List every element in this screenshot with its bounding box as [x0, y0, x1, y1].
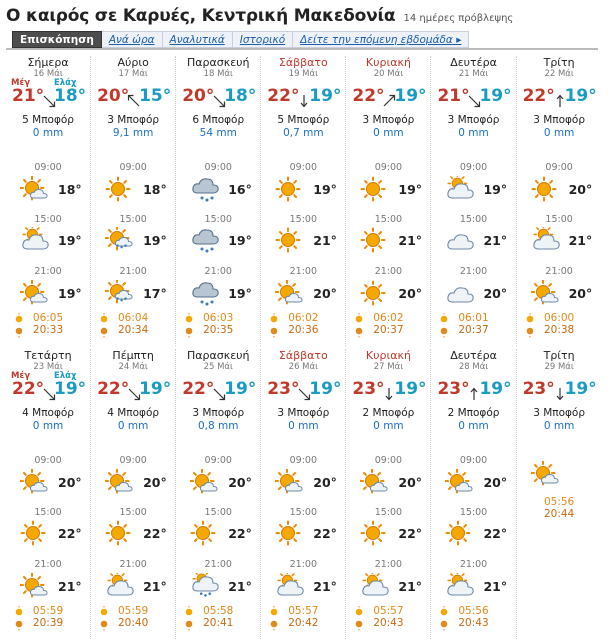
page-header	[6, 6, 513, 26]
slot-time: 15:00	[119, 507, 147, 518]
min-temp: 19°	[564, 379, 597, 399]
wind-speed: 3 Μποφόρ	[447, 114, 500, 126]
slot-time: 21:00	[34, 266, 62, 277]
min-temp: 18°	[54, 86, 87, 106]
slot-time: 09:00	[374, 455, 403, 466]
slot-temp: 20°	[568, 286, 593, 301]
sunrise-time: 06:03	[203, 312, 234, 324]
day-date: 28 Μάι	[458, 362, 489, 372]
slot-temp: 19°	[143, 233, 167, 248]
slot-temp: 18°	[143, 182, 167, 197]
slot-time: 09:00	[34, 162, 62, 173]
cloud-sun-icon	[445, 573, 475, 599]
day-column[interactable]	[517, 349, 602, 639]
cloud-sun-icon	[531, 227, 561, 253]
sunrise-time: 05:56	[458, 605, 489, 617]
sun-icon	[105, 176, 135, 202]
slot-temp: 22°	[143, 526, 167, 541]
slot-temp: 21°	[143, 579, 167, 594]
sun-cloud-icon	[531, 280, 561, 306]
slot-temp: 21°	[313, 579, 337, 594]
tab-detailed[interactable]: Αναλυτικά	[163, 31, 233, 48]
sun-icon	[445, 520, 475, 546]
min-temp: 19°	[309, 379, 342, 399]
slot-time: 21:00	[459, 266, 488, 277]
day-column[interactable]	[176, 349, 261, 639]
slot-time: 21:00	[119, 559, 147, 570]
max-temp: 20°	[97, 86, 130, 106]
day-column[interactable]	[346, 56, 431, 346]
tab-overview[interactable]: Επισκόπηση	[12, 31, 102, 48]
day-name: Δευτέρα	[450, 349, 497, 362]
sun-cloud-icon	[275, 469, 305, 495]
slot-time: 21:00	[374, 266, 403, 277]
slot-time: 09:00	[459, 455, 488, 466]
slot-temp: 20°	[483, 286, 508, 301]
day-column[interactable]	[346, 349, 431, 639]
cloud-sun-icon	[445, 176, 475, 202]
slot-temp: 21°	[398, 233, 423, 248]
slot-time: 09:00	[204, 162, 232, 173]
sun-icon	[360, 176, 390, 202]
wind-direction-arrow-icon	[297, 93, 311, 107]
sun-cloud-icon	[531, 461, 561, 487]
day-column[interactable]	[261, 56, 346, 346]
min-label: Ελάχ	[54, 371, 77, 381]
sunset-time: 20:37	[458, 324, 489, 336]
min-temp: 19°	[394, 379, 427, 399]
max-temp: 21°	[12, 86, 45, 106]
slot-time: 09:00	[289, 162, 318, 173]
wind-speed: 2 Μποφόρ	[447, 407, 500, 419]
sun-rain-icon	[105, 280, 135, 306]
day-name: Τρίτη	[543, 349, 575, 362]
precipitation: 0 mm	[117, 420, 149, 432]
cloud-icon	[445, 227, 475, 253]
sunset-time: 20:34	[118, 324, 149, 336]
precipitation: 0 mm	[373, 127, 404, 139]
slot-time: 15:00	[34, 214, 62, 225]
day-column[interactable]	[6, 349, 91, 639]
sun-icon	[360, 520, 390, 546]
day-name: Σήμερα	[27, 56, 69, 69]
day-date: 21 Μάι	[458, 69, 489, 79]
slot-temp: 22°	[483, 526, 508, 541]
day-column[interactable]	[431, 56, 516, 346]
min-temp: 19°	[479, 379, 512, 399]
precipitation: 9,1 mm	[112, 127, 154, 139]
min-temp: 19°	[139, 379, 172, 399]
sunrise-time: 05:59	[32, 605, 64, 617]
sunrise-time: 05:59	[118, 605, 149, 617]
day-name: Κυριακή	[365, 56, 411, 69]
sun-icon	[275, 227, 305, 253]
wind-direction-arrow-icon	[467, 386, 481, 400]
day-name: Παρασκευή	[186, 349, 250, 362]
precipitation: 0,8 mm	[197, 420, 239, 432]
wind-speed: 3 Μποφόρ	[533, 407, 586, 419]
wind-direction-arrow-icon	[297, 386, 311, 400]
max-temp: 22°	[182, 379, 215, 399]
cloud-sun-icon	[275, 573, 305, 599]
day-column[interactable]	[261, 349, 346, 639]
slot-time: 21:00	[204, 266, 232, 277]
slot-time: 21:00	[545, 266, 573, 277]
wind-direction-arrow-icon	[127, 386, 141, 400]
slot-temp: 20°	[313, 475, 337, 490]
week-row-2	[6, 349, 602, 639]
sunrise-time: 05:56	[543, 496, 575, 508]
wind-direction-arrow-icon	[467, 93, 481, 107]
slot-temp: 19°	[313, 182, 337, 197]
min-temp: 19°	[309, 86, 342, 106]
wind-speed: 3 Μποφόρ	[107, 114, 160, 126]
slot-temp: 19°	[58, 233, 82, 248]
day-date: 19 Μάι	[288, 69, 318, 79]
day-date: 25 Μάι	[203, 362, 233, 372]
sunrise-time: 06:01	[458, 312, 489, 324]
day-date: 29 Μάι	[544, 362, 574, 372]
wind-speed: 4 Μποφόρ	[22, 407, 74, 419]
sun-cloud-icon	[20, 573, 50, 599]
sunset-time: 20:41	[203, 617, 234, 629]
slot-temp: 21°	[398, 579, 423, 594]
slot-temp: 20°	[313, 286, 337, 301]
day-date: 18 Μάι	[203, 69, 233, 79]
day-name: Πέμπτη	[112, 349, 154, 362]
slot-temp: 19°	[228, 233, 252, 248]
day-name: Παρασκευή	[186, 56, 250, 69]
slot-time: 15:00	[119, 214, 147, 225]
slot-temp: 19°	[58, 286, 82, 301]
day-date: 22 Μάι	[544, 69, 574, 79]
slot-temp: 17°	[143, 286, 167, 301]
sun-icon	[531, 176, 561, 202]
precipitation: 54 mm	[199, 127, 237, 139]
sun-cloud-icon	[360, 469, 390, 495]
precipitation: 0 mm	[373, 420, 404, 432]
sun-cloud-icon	[20, 469, 50, 495]
page-title: Ο καιρός σε Καρυές, Κεντρική Μακεδονία	[6, 6, 396, 26]
slot-time: 21:00	[119, 266, 147, 277]
sun-cloud-icon	[105, 469, 135, 495]
sun-cloud-icon	[275, 280, 305, 306]
cloud-sun-icon	[360, 573, 390, 599]
wind-speed: 2 Μποφόρ	[362, 407, 415, 419]
view-tabs	[12, 31, 469, 48]
wind-speed: 4 Μποφόρ	[107, 407, 160, 419]
slot-temp: 20°	[398, 475, 423, 490]
slot-temp: 19°	[228, 286, 252, 301]
precipitation: 0 mm	[543, 127, 575, 139]
wind-direction-arrow-icon	[42, 386, 56, 400]
sun-cloud-icon	[190, 469, 220, 495]
slot-temp: 22°	[58, 526, 82, 541]
max-label: Μέγ	[11, 78, 30, 88]
day-column[interactable]	[431, 349, 516, 639]
page-subtitle: 14 ημέρες πρόβλεψης	[403, 13, 514, 24]
slot-time: 15:00	[459, 507, 488, 518]
wind-speed: 3 Μποφόρ	[192, 407, 245, 419]
slot-temp: 20°	[143, 475, 167, 490]
slot-time: 15:00	[289, 507, 318, 518]
day-column[interactable]	[91, 349, 176, 639]
slot-time: 21:00	[289, 266, 318, 277]
storm-icon	[190, 227, 220, 253]
wind-speed: 3 Μποφόρ	[533, 114, 586, 126]
wind-direction-arrow-icon	[382, 93, 396, 107]
slot-time: 21:00	[34, 559, 62, 570]
slot-temp: 20°	[58, 475, 82, 490]
max-label: Μέγ	[11, 371, 30, 381]
slot-time: 09:00	[119, 455, 147, 466]
max-temp: 23°	[437, 379, 470, 399]
slot-time: 21:00	[289, 559, 318, 570]
tab-hourly[interactable]: Ανά ώρα	[102, 31, 163, 48]
wind-speed: 5 Μποφόρ	[22, 114, 74, 126]
sunrise-time: 06:02	[373, 312, 404, 324]
slot-time: 09:00	[289, 455, 318, 466]
slot-time: 09:00	[545, 162, 573, 173]
min-temp: 19°	[54, 379, 87, 399]
day-date: 23 Μάι	[33, 362, 63, 372]
sunrise-time: 06:00	[543, 312, 575, 324]
slot-time: 21:00	[374, 559, 403, 570]
slot-temp: 22°	[398, 526, 423, 541]
min-temp: 19°	[564, 86, 597, 106]
day-date: 24 Μάι	[118, 362, 148, 372]
day-date: 26 Μάι	[288, 362, 318, 372]
precipitation: 0 mm	[288, 420, 319, 432]
slot-time: 15:00	[34, 507, 62, 518]
slot-time: 15:00	[289, 214, 318, 225]
min-temp: 18°	[224, 86, 257, 106]
sun-icon	[105, 520, 135, 546]
sun-icon	[275, 520, 305, 546]
day-name: Τετάρτη	[24, 349, 72, 362]
sunset-time: 20:38	[543, 324, 575, 336]
wind-speed: 5 Μποφόρ	[277, 114, 330, 126]
wind-direction-arrow-icon	[212, 386, 226, 400]
slot-time: 09:00	[204, 455, 232, 466]
max-temp: 22°	[352, 86, 385, 106]
tabs-divider	[6, 48, 598, 50]
slot-time: 09:00	[374, 162, 403, 173]
slot-time: 15:00	[204, 214, 232, 225]
slot-time: 09:00	[119, 162, 147, 173]
day-column[interactable]	[176, 56, 261, 346]
wind-direction-arrow-icon	[382, 386, 396, 400]
sunset-time: 20:37	[373, 324, 404, 336]
precipitation: 0 mm	[543, 420, 575, 432]
slot-temp: 21°	[483, 233, 508, 248]
cloud-icon	[445, 280, 475, 306]
day-name: Κυριακή	[365, 349, 411, 362]
min-temp: 19°	[394, 86, 427, 106]
min-temp: 15°	[139, 86, 172, 106]
tab-history[interactable]: Ιστορικό	[233, 31, 293, 48]
wind-direction-arrow-icon	[553, 386, 567, 400]
tab-next-week[interactable]: Δείτε την επόμενη εβδομάδα ▸	[293, 31, 469, 48]
max-temp: 21°	[437, 86, 470, 106]
sunset-time: 20:42	[288, 617, 319, 629]
day-date: 27 Μάι	[373, 362, 404, 372]
slot-time: 15:00	[374, 214, 403, 225]
wind-speed: 3 Μποφόρ	[362, 114, 415, 126]
sunset-time: 20:33	[32, 324, 64, 336]
sunset-time: 20:43	[458, 617, 489, 629]
min-label: Ελάχ	[54, 78, 77, 88]
storm-icon	[190, 280, 220, 306]
sunrise-time: 06:05	[32, 312, 64, 324]
sun-icon	[275, 176, 305, 202]
max-temp: 23°	[522, 379, 555, 399]
min-temp: 19°	[224, 379, 257, 399]
precipitation: 0 mm	[32, 127, 64, 139]
day-date: 17 Μάι	[118, 69, 148, 79]
day-date: 20 Μάι	[373, 69, 404, 79]
cloud-rain-icon	[190, 573, 220, 599]
precipitation: 0 mm	[32, 420, 64, 432]
day-column[interactable]	[6, 56, 91, 346]
slot-temp: 18°	[58, 182, 82, 197]
slot-time: 21:00	[459, 559, 488, 570]
slot-temp: 20°	[398, 286, 423, 301]
slot-time: 15:00	[545, 214, 573, 225]
cloud-sun-icon	[20, 227, 50, 253]
sunrise-time: 05:57	[288, 605, 319, 617]
storm-icon	[190, 176, 220, 202]
slot-temp: 16°	[228, 182, 252, 197]
max-temp: 22°	[267, 86, 300, 106]
day-name: Σάββατο	[278, 56, 328, 69]
wind-speed: 3 Μποφόρ	[277, 407, 330, 419]
slot-time: 21:00	[204, 559, 232, 570]
sunset-time: 20:44	[543, 508, 575, 520]
max-temp: 22°	[522, 86, 555, 106]
sun-icon	[190, 520, 220, 546]
cloud-sun-icon	[105, 573, 135, 599]
sun-cloud-icon	[20, 176, 50, 202]
sunrise-time: 06:04	[118, 312, 149, 324]
slot-temp: 21°	[313, 233, 337, 248]
max-temp: 23°	[267, 379, 300, 399]
day-name: Αύριο	[117, 56, 149, 69]
slot-time: 09:00	[34, 455, 62, 466]
slot-time: 15:00	[459, 214, 488, 225]
day-column[interactable]	[91, 56, 176, 346]
slot-time: 09:00	[459, 162, 488, 173]
max-temp: 22°	[97, 379, 130, 399]
slot-temp: 22°	[228, 526, 252, 541]
slot-time: 15:00	[374, 507, 403, 518]
week-row-1	[6, 56, 602, 346]
sun-cloud-icon	[445, 469, 475, 495]
sunrise-time: 06:02	[288, 312, 319, 324]
max-temp: 20°	[182, 86, 215, 106]
max-temp: 22°	[12, 379, 45, 399]
sunset-time: 20:36	[288, 324, 319, 336]
slot-temp: 21°	[483, 579, 508, 594]
sun-cloud-icon	[20, 280, 50, 306]
wind-direction-arrow-icon	[42, 93, 56, 107]
wind-direction-arrow-icon	[553, 93, 567, 107]
slot-temp: 20°	[568, 182, 593, 197]
sunrise-time: 05:57	[373, 605, 404, 617]
wind-direction-arrow-icon	[212, 93, 226, 107]
sunset-time: 20:39	[32, 617, 64, 629]
wind-speed: 6 Μποφόρ	[192, 114, 245, 126]
sunset-time: 20:40	[118, 617, 149, 629]
slot-temp: 19°	[483, 182, 508, 197]
slot-temp: 19°	[398, 182, 423, 197]
slot-time: 15:00	[204, 507, 232, 518]
day-name: Τρίτη	[543, 56, 575, 69]
day-date: 16 Μάι	[33, 69, 63, 79]
sun-icon	[360, 280, 390, 306]
min-temp: 19°	[479, 86, 512, 106]
slot-temp: 21°	[568, 233, 593, 248]
day-name: Σάββατο	[278, 349, 328, 362]
sun-icon	[20, 520, 50, 546]
sunset-time: 20:43	[373, 617, 404, 629]
precipitation: 0 mm	[458, 127, 489, 139]
precipitation: 0 mm	[458, 420, 489, 432]
sunset-time: 20:35	[203, 324, 234, 336]
wind-direction-arrow-icon	[127, 93, 141, 107]
slot-temp: 20°	[228, 475, 252, 490]
sun-rain-icon	[105, 227, 135, 253]
precipitation: 0,7 mm	[283, 127, 324, 139]
slot-temp: 22°	[313, 526, 337, 541]
slot-temp: 21°	[228, 579, 252, 594]
slot-temp: 20°	[483, 475, 508, 490]
sunrise-time: 05:58	[203, 605, 234, 617]
day-column[interactable]	[517, 56, 602, 346]
day-name: Δευτέρα	[450, 56, 497, 69]
slot-temp: 21°	[58, 579, 82, 594]
sun-icon	[360, 227, 390, 253]
max-temp: 23°	[352, 379, 385, 399]
